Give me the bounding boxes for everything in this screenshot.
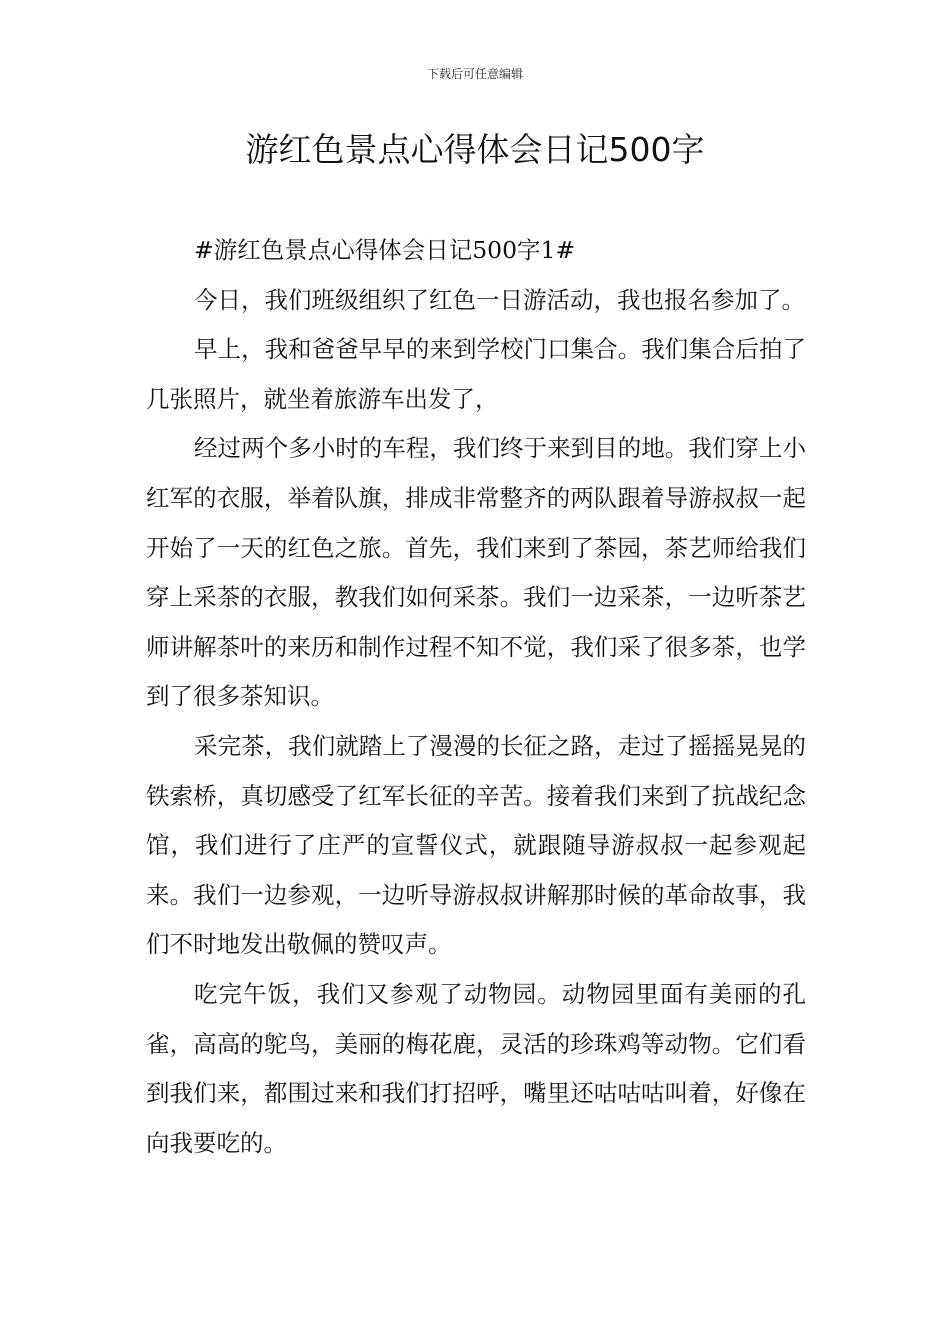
header-note: 下载后可任意编辑 — [426, 67, 523, 81]
document-body — [146, 226, 806, 1168]
document-title: 游红色景点心得体会日记500字 — [245, 130, 705, 169]
paragraph: 早上，我和爸爸早早的来到学校门口集合。我们集合后拍了几张照片，就坐着旅游车出发了， — [146, 335, 806, 413]
section-heading: #游红色景点心得体会日记500字1# — [194, 236, 576, 264]
paragraph: 吃完午饭，我们又参观了动物园。动物园里面有美丽的孔雀，高高的鸵鸟，美丽的梅花鹿，灵活的珍珠鸡等动物。它们看到我们来，都围过来和我们打招呼，嘴里还咕咕咕叫着，好像在向我要吃的。 — [146, 979, 806, 1157]
paragraph: 今日，我们班级组织了红色一日游活动，我也报名参加了。 — [194, 285, 805, 314]
paragraph: 采完茶，我们就踏上了漫漫的长征之路，走过了摇摇晃晃的铁索桥，真切感受了红军长征的辛苦。接着我们来到了抗战纪念馆，我们进行了庄严的宣誓仪式，就跟随导游叔叔一起参观起来。我们一边参观，一边听导游叔叔讲解那时候的革命故事，我们不时地发出敬佩的赞叹声。 — [146, 731, 806, 959]
paragraph: 经过两个多小时的车程，我们终于来到目的地。我们穿上小红军的衣服，举着队旗，排成非常整齐的两队跟着导游叔叔一起开始了一天的红色之旅。首先，我们来到了茶园，茶艺师给我们穿上采茶的衣服，教我们如何采茶。我们一边采茶，一边听茶艺师讲解茶叶的来历和制作过程不知不觉，我们采了很多茶，也学到了很多茶知识。 — [146, 434, 806, 711]
